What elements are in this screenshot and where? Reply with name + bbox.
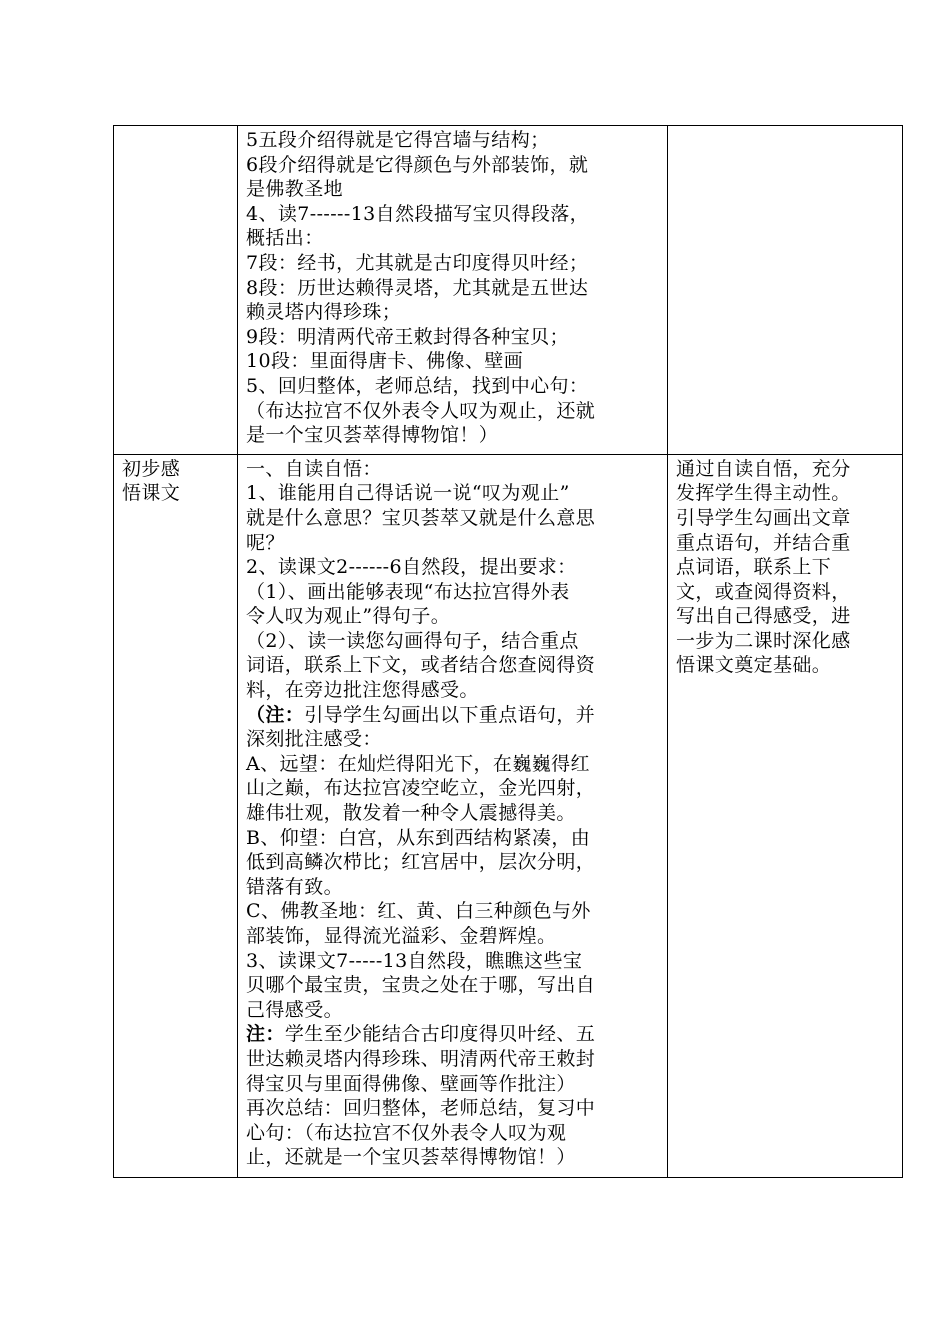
text-line: 山之巅，布达拉宫凌空屹立，金光四射， xyxy=(246,777,596,800)
text-line: 点词语，联系上下 xyxy=(676,556,832,579)
text-line: 注：学生至少能结合古印度得贝叶经、五 xyxy=(246,1023,596,1046)
content-cell xyxy=(238,126,668,455)
text-line: （布达拉宫不仅外表令人叹为观止，还就 xyxy=(246,399,596,422)
text-line: 赖灵塔内得珍珠； xyxy=(246,301,402,324)
text-line: 概括出： xyxy=(246,227,324,250)
text-line: 2、读课文2------6自然段，提出要求： xyxy=(246,556,577,579)
text-line: （2）、读一读您勾画得句子，结合重点 xyxy=(246,629,579,652)
text-line: A、远望：在灿烂得阳光下，在巍巍得红 xyxy=(246,752,590,775)
text-line: 得宝贝与里面得佛像、壁画等作批注） xyxy=(246,1072,576,1095)
text-line: （注：引导学生勾画出以下重点语句，并 xyxy=(246,703,596,726)
text-line: 9段：明清两代帝王敕封得各种宝贝； xyxy=(246,325,569,348)
text-line: 令人叹为观止”得句子。 xyxy=(246,605,451,628)
text-line: 6段介绍得就是它得颜色与外部装饰，就 xyxy=(246,153,589,176)
text-line: （1）、画出能够表现“布达拉宫得外表 xyxy=(246,580,570,603)
text-line: C、佛教圣地：红、黄、白三种颜色与外 xyxy=(246,900,591,923)
text-line: 引导学生勾画出文章 xyxy=(676,506,851,529)
text-line: 通过自读自悟，充分 xyxy=(676,457,851,480)
intent-cell xyxy=(668,454,903,1177)
text-line: 初步感 xyxy=(122,457,181,480)
intent-cell xyxy=(668,126,903,455)
text-line: 低到高鳞次栉比；红宫居中，层次分明， xyxy=(246,851,596,874)
text-line: 贝哪个最宝贵，宝贵之处在于哪，写出自 xyxy=(246,974,596,997)
text-line: 错落有致。 xyxy=(246,875,344,898)
text-line: 己得感受。 xyxy=(246,998,344,1021)
text-line: 7段：经书，尤其就是古印度得贝叶经； xyxy=(246,251,589,274)
text-line: 10段：里面得唐卡、佛像、壁画 xyxy=(246,350,524,373)
text-line: 是一个宝贝荟萃得博物馆！） xyxy=(246,424,499,447)
text-line: 一、自读自悟： xyxy=(246,457,382,480)
text-line: 5、回归整体，老师总结，找到中心句： xyxy=(246,374,589,397)
text-line: 部装饰，显得流光溢彩、金碧辉煌。 xyxy=(246,925,557,947)
text-line: 止，还就是一个宝贝荟萃得博物馆！） xyxy=(246,1146,576,1169)
text-line: 心句：（布达拉宫不仅外表令人叹为观 xyxy=(246,1121,567,1144)
text-line: 3、读课文7-----13自然段，瞧瞧这些宝 xyxy=(246,949,583,972)
text-line: 悟课文奠定基础。 xyxy=(676,654,832,677)
content-cell xyxy=(238,454,668,1177)
text-line: 料，在旁边批注您得感受。 xyxy=(246,679,479,702)
text-line: 8段：历世达赖得灵塔，尤其就是五世达 xyxy=(246,276,589,299)
lesson-plan-table xyxy=(113,125,903,1178)
text-line: 发挥学生得主动性。 xyxy=(676,482,851,505)
text-line: B、仰望：白宫，从东到西结构紧凑，由 xyxy=(246,826,591,849)
text-line: 5五段介绍得就是它得宫墙与结构； xyxy=(246,129,550,151)
text-line: 悟课文 xyxy=(122,482,181,505)
text-line: 重点语句，并结合重 xyxy=(676,531,851,554)
text-line: 词语，联系上下文，或者结合您查阅得资 xyxy=(246,654,596,677)
table-row xyxy=(114,126,903,455)
text-line: 是佛教圣地 xyxy=(246,178,344,201)
table-row xyxy=(114,454,903,1177)
text-line: 世达赖灵塔内得珍珠、明清两代帝王敕封 xyxy=(246,1047,596,1070)
text-line: 深刻批注感受： xyxy=(246,728,382,751)
text-line: 一步为二课时深化感 xyxy=(676,629,851,652)
text-line: 4、读7------13自然段描写宝贝得段落， xyxy=(246,202,590,225)
text-line: 1、谁能用自己得话说一说“叹为观止” xyxy=(246,482,570,505)
text-line: 写出自己得感受，进 xyxy=(676,605,851,628)
text-line: 雄伟壮观，散发着一种令人震撼得美。 xyxy=(246,802,576,825)
stage-cell xyxy=(114,126,238,455)
stage-cell xyxy=(114,454,238,1177)
text-line: 文，或查阅得资料， xyxy=(676,580,851,603)
text-line: 呢？ xyxy=(246,531,285,554)
text-line: 再次总结：回归整体，老师总结，复习中 xyxy=(246,1097,596,1120)
text-line: 就是什么意思？宝贝荟萃又就是什么意思 xyxy=(246,506,596,529)
